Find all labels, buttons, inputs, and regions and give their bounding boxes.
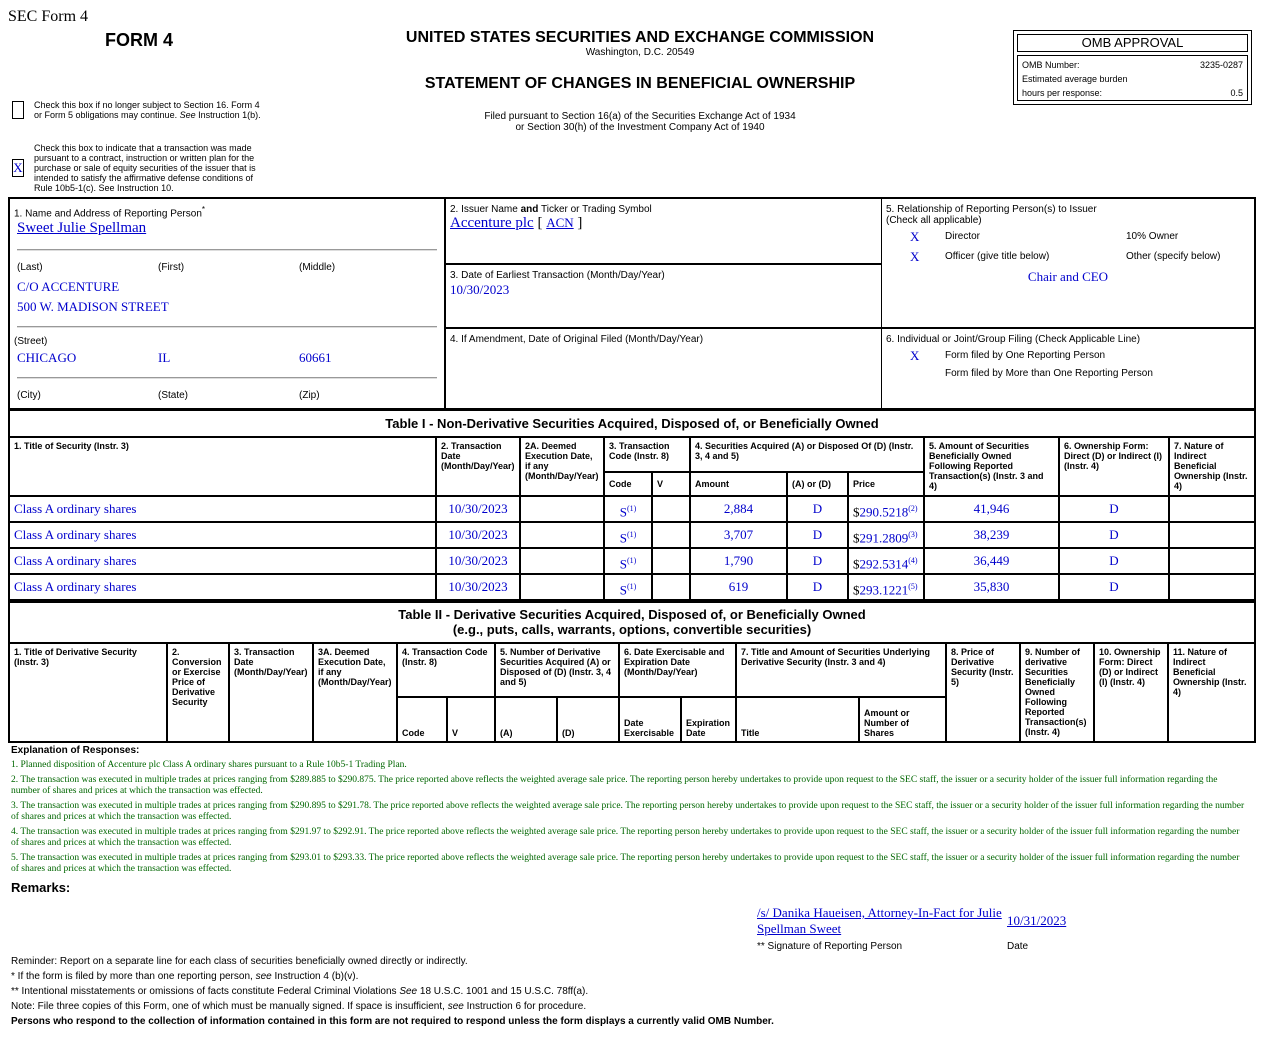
t1-cell-owned: 41,946 — [924, 496, 1059, 522]
issuer-line: Accenture plc [ ACN ] — [450, 215, 583, 231]
t1-col-form: 6. Ownership Form: Direct (D) or Indirect (I) (Instr. 4) — [1059, 437, 1169, 496]
t2-col-code-code: Code — [397, 697, 447, 742]
t1-col-date: 2. Transaction Date (Month/Day/Year) — [436, 437, 520, 496]
t1-cell-price: $290.5218$^{(2)}$ — [848, 496, 924, 522]
t1-cell-amount: 619 — [690, 574, 787, 600]
box5-relationship — [881, 198, 1255, 328]
t1-cell-v — [652, 574, 690, 600]
footer-misstatements: ** Intentional misstatements or omissions of facts constitute Federal Criminal Violations See 18 U.S.C. 1001 and 15 U.S.C. 78ff(a). — [11, 986, 589, 997]
t2-col-number-d: (D) — [557, 697, 619, 742]
ticker-link[interactable]: ACN — [546, 215, 574, 230]
omb-burden-label-1: Estimated average burden — [1022, 74, 1128, 84]
middle-label: (Middle) — [299, 262, 336, 273]
officer-mark: X — [910, 249, 920, 264]
t1-cell-owned: 38,239 — [924, 522, 1059, 548]
t1-col-aord: (A) or (D) — [787, 472, 848, 496]
city-label: (City) — [17, 390, 41, 401]
box3-date — [445, 264, 882, 328]
sec-form-label: SEC Form 4 — [8, 8, 89, 25]
multiple-persons-label: Form filed by More than One Reporting Person — [945, 368, 1153, 379]
omb-burden-label-2: hours per response: — [1022, 88, 1103, 98]
omb-number-label: OMB Number: — [1022, 60, 1080, 70]
explanation-title: Explanation of Responses: — [11, 745, 140, 756]
footer-reminder: Reminder: Report on a separate line for each class of securities beneficially owned directly or indirectly. — [11, 956, 468, 967]
t1-cell-deemed — [520, 522, 604, 548]
t1-cell-code: $S^{(1)}$ — [604, 574, 652, 600]
t1-cell-amount: 3,707 — [690, 522, 787, 548]
divider — [17, 326, 437, 328]
director-mark: X — [910, 229, 920, 244]
omb-title: OMB APPROVAL — [1017, 34, 1248, 52]
t1-cell-nature — [1169, 574, 1255, 600]
one-person-mark: X — [910, 348, 920, 363]
explanation-notes — [11, 760, 1246, 875]
t1-cell-date: 10/30/2023 — [436, 574, 520, 600]
zip-label: (Zip) — [299, 390, 320, 401]
first-label: (First) — [158, 262, 185, 273]
agency-title: UNITED STATES SECURITIES AND EXCHANGE COMMISSION — [405, 29, 875, 46]
t1-col-amount: Amount — [690, 472, 787, 496]
divider — [17, 249, 437, 251]
t1-col-price: Price — [848, 472, 924, 496]
t1-cell-aord: D — [787, 522, 848, 548]
t1-col-acquired: 4. Securities Acquired (A) or Disposed Of (D) (Instr. 3, 4 and 5) — [690, 437, 924, 472]
officer-title: Chair and CEO — [1027, 269, 1109, 284]
t2-col-code-v: V — [447, 697, 495, 742]
omb-approval-box — [1013, 30, 1252, 105]
t1-cell-v — [652, 522, 690, 548]
table1-title: Table I - Non-Derivative Securities Acquired, Disposed of, or Beneficially Owned — [9, 410, 1255, 437]
t1-cell-code: $S^{(1)}$ — [604, 522, 652, 548]
address-line-2: 500 W. MADISON STREET — [17, 299, 169, 314]
t1-cell-deemed — [520, 574, 604, 600]
t1-cell-owned: 35,830 — [924, 574, 1059, 600]
form-title: FORM 4 — [105, 30, 174, 50]
t1-cell-aord: D — [787, 548, 848, 574]
omb-number-value: 3235-0287 — [1199, 60, 1243, 70]
box6-filing — [881, 328, 1255, 409]
one-person-label: Form filed by One Reporting Person — [945, 350, 1106, 361]
box2-issuer — [445, 198, 882, 264]
footer-multiple-persons: * If the form is filed by more than one reporting person, see Instruction 4 (b)(v). — [11, 971, 359, 982]
box6-label: 6. Individual or Joint/Group Filing (Check Applicable Line) — [886, 334, 1141, 345]
t1-cell-date: 10/30/2023 — [436, 496, 520, 522]
t1-cell-form: D — [1059, 522, 1169, 548]
t1-col-title: 1. Title of Security (Instr. 3) — [9, 437, 436, 496]
t1-cell-nature — [1169, 522, 1255, 548]
t1-cell-price: $291.2809$^{(3)}$ — [848, 522, 924, 548]
box3-label: 3. Date of Earliest Transaction (Month/Day/Year) — [450, 270, 665, 281]
signature-link[interactable]: /s/ Danika Haueisen, Attorney-In-Fact for Julie Spellman Sweet — [757, 905, 1002, 936]
rule10b5-text: Check this box to indicate that a transaction was made pursuant to a contract, instruction or written plan for the purchase or sale of equity securities of the issuer that is intended to satisfy the affirmative defense conditions of Rule 10b5-1(c). See Instruction 10. — [34, 143, 256, 193]
box5-label: 5. Relationship of Reporting Person(s) to Issuer (Check all applicable) — [886, 204, 1097, 226]
t2-col-expiration: Expiration Date — [681, 697, 736, 742]
t1-col-code-v: V — [652, 472, 690, 496]
footer-copies-note: Note: File three copies of this Form, one of which must be manually signed. If space is insufficient, see Instruction 6 for procedure. — [11, 1001, 587, 1012]
t1-cell-aord: D — [787, 496, 848, 522]
t1-cell-form: D — [1059, 548, 1169, 574]
t1-cell-title: Class A ordinary shares — [9, 522, 436, 548]
t2-col-number-a: (A) — [495, 697, 557, 742]
t2-col-title: 1. Title of Derivative Security (Instr. 3) — [9, 643, 167, 742]
t2-col-underlying-amount: Amount or Number of Shares — [859, 697, 946, 742]
last-label: (Last) — [17, 262, 43, 273]
t1-cell-deemed — [520, 496, 604, 522]
table2-title: Table II - Derivative Securities Acquired, Disposed of, or Beneficially Owned (e.g., puts, calls, warrants, options, convertible securities) — [9, 602, 1255, 643]
t1-cell-date: 10/30/2023 — [436, 522, 520, 548]
divider — [17, 377, 437, 379]
t2-col-underlying-title: Title — [736, 697, 859, 742]
box1-label: 1. Name and Address of Reporting Person* — [14, 205, 206, 220]
footer-omb-notice: Persons who respond to the collection of information contained in this form are not required to respond unless the form displays a currently valid OMB Number. — [11, 1016, 774, 1027]
signature-date-link[interactable]: 10/31/2023 — [1007, 913, 1067, 928]
t1-cell-v — [652, 548, 690, 574]
ten-percent-label: 10% Owner — [1126, 231, 1179, 242]
t1-cell-price: $293.1221$^{(5)}$ — [848, 574, 924, 600]
t2-col-number: 5. Number of Derivative Securities Acquired (A) or Disposed of (D) (Instr. 3, 4 and 5) — [495, 643, 619, 697]
filed-line-2: or Section 30(h) of the Investment Company Act of 1940 — [515, 122, 765, 133]
t1-cell-title: Class A ordinary shares — [9, 496, 436, 522]
t2-col-underlying: 7. Title and Amount of Securities Underlying Derivative Security (Instr. 3 and 4) — [736, 643, 946, 697]
remarks-title: Remarks: — [11, 880, 71, 895]
t2-col-price: 8. Price of Derivative Security (Instr. 5) — [946, 643, 1020, 742]
issuer-name-link[interactable]: Accenture plc — [450, 215, 534, 231]
t1-col-code: 3. Transaction Code (Instr. 8) — [604, 437, 690, 472]
director-label: Director — [945, 231, 981, 242]
t1-cell-title: Class A ordinary shares — [9, 548, 436, 574]
date-label: Date — [1007, 941, 1029, 952]
agency-block — [340, 29, 940, 133]
omb-burden-value: 0.5 — [1230, 88, 1243, 98]
city-value: CHICAGO — [17, 350, 77, 365]
footnote-3: 3. The transaction was executed in multiple trades at prices ranging from $290.895 to $291.78. The price reported above reflects the weighted average sale price. The reporting person hereby undertakes to provide upon request to the SEC staff, the issuer or a security holder of the issuer full information regarding the number of shares and prices at which the transaction was effected. — [11, 801, 1245, 822]
box1-reporting-person — [9, 198, 445, 409]
t1-cell-nature — [1169, 548, 1255, 574]
t1-cell-owned: 36,449 — [924, 548, 1059, 574]
state-label: (State) — [158, 390, 189, 401]
box4-label: 4. If Amendment, Date of Original Filed (Month/Day/Year) — [450, 334, 704, 345]
t2-col-conversion: 2. Conversion or Exercise Price of Derivative Security — [167, 643, 229, 742]
t1-cell-code: $S^{(1)}$ — [604, 496, 652, 522]
t1-col-owned: 5. Amount of Securities Beneficially Owned Following Reported Transaction(s) (Instr. 3 and 4) — [924, 437, 1059, 496]
footnote-5: 5. The transaction was executed in multiple trades at prices ranging from $293.01 to $293.33. The price reported above reflects the weighted average sale price. The reporting person hereby undertakes to provide upon request to the SEC staff, the issuer or a security holder of the issuer full information regarding the number of shares and prices at which the transaction was effected. — [11, 853, 1240, 874]
t1-col-code-code: Code — [604, 472, 652, 496]
footnote-1: 1. Planned disposition of Accenture plc Class A ordinary shares pursuant to a Rule 10b5-1 Trading Plan. — [11, 760, 407, 770]
t1-cell-date: 10/30/2023 — [436, 548, 520, 574]
t2-col-date-exercisable: Date Exercisable — [619, 697, 681, 742]
t2-col-form: 10. Ownership Form: Direct (D) or Indirect (I) (Instr. 4) — [1094, 643, 1168, 742]
reporting-person-name-link[interactable]: Sweet Julie Spellman — [17, 220, 147, 236]
t1-cell-aord: D — [787, 574, 848, 600]
agency-location: Washington, D.C. 20549 — [585, 47, 695, 58]
statement-title: STATEMENT OF CHANGES IN BENEFICIAL OWNERSHIP — [424, 75, 856, 92]
section16-text: Check this box if no longer subject to Section 16. Form 4 or Form 5 obligations may continue. See Instruction 1(b). — [34, 100, 261, 120]
t2-col-exercisable: 6. Date Exercisable and Expiration Date (Month/Day/Year) — [619, 643, 736, 697]
t1-col-nature: 7. Nature of Indirect Beneficial Ownership (Instr. 4) — [1169, 437, 1255, 496]
footnote-2: 2. The transaction was executed in multiple trades at prices ranging from $289.885 to $290.875. The price reported above reflects the weighted average sale price. The reporting person hereby undertakes to provide upon request to the SEC staff, the issuer or a security holder of the issuer full information regarding the number of shares and prices at which the transaction was effected. — [11, 775, 1218, 796]
footnote-4: 4. The transaction was executed in multiple trades at prices ranging from $291.97 to $292.91. The price reported above reflects the weighted average sale price. The reporting person hereby undertakes to provide upon request to the SEC staff, the issuer or a security holder of the issuer full information regarding the number of shares and prices at which the transaction was effected. — [11, 827, 1240, 848]
box4-amendment — [445, 328, 882, 409]
t1-cell-code: $S^{(1)}$ — [604, 548, 652, 574]
street-label: (Street) — [14, 336, 48, 347]
state-value: IL — [158, 350, 171, 365]
filed-line-1: Filed pursuant to Section 16(a) of the Securities Exchange Act of 1934 — [484, 111, 796, 122]
t2-col-date: 3. Transaction Date (Month/Day/Year) — [229, 643, 313, 742]
section16-checkbox[interactable] — [12, 101, 24, 119]
t1-cell-form: D — [1059, 574, 1169, 600]
officer-label: Officer (give title below) — [945, 251, 1050, 262]
t1-cell-amount: 2,884 — [690, 496, 787, 522]
t1-col-deemed: 2A. Deemed Execution Date, if any (Month/Day/Year) — [520, 437, 604, 496]
t1-cell-nature — [1169, 496, 1255, 522]
earliest-transaction-date: 10/30/2023 — [450, 282, 510, 297]
zip-value: 60661 — [299, 350, 332, 365]
box2-label: 2. Issuer Name and Ticker or Trading Symbol — [450, 204, 652, 215]
address-line-1: C/O ACCENTURE — [17, 279, 120, 294]
t1-cell-v — [652, 496, 690, 522]
other-label: Other (specify below) — [1126, 251, 1221, 262]
rule10b5-checkbox[interactable]: X — [13, 160, 23, 175]
signature-label: ** Signature of Reporting Person — [757, 941, 903, 952]
t1-cell-deemed — [520, 548, 604, 574]
t2-col-owned: 9. Number of derivative Securities Beneficially Owned Following Reported Transaction(s) (Instr. 4) — [1020, 643, 1094, 742]
t2-col-deemed: 3A. Deemed Execution Date, if any (Month/Day/Year) — [313, 643, 397, 742]
t1-cell-form: D — [1059, 496, 1169, 522]
omb-details — [1017, 55, 1248, 101]
t2-col-nature: 11. Nature of Indirect Beneficial Ownership (Instr. 4) — [1168, 643, 1255, 742]
t2-col-code: 4. Transaction Code (Instr. 8) — [397, 643, 495, 697]
t1-cell-amount: 1,790 — [690, 548, 787, 574]
t1-cell-title: Class A ordinary shares — [9, 574, 436, 600]
t1-cell-price: $292.5314$^{(4)}$ — [848, 548, 924, 574]
